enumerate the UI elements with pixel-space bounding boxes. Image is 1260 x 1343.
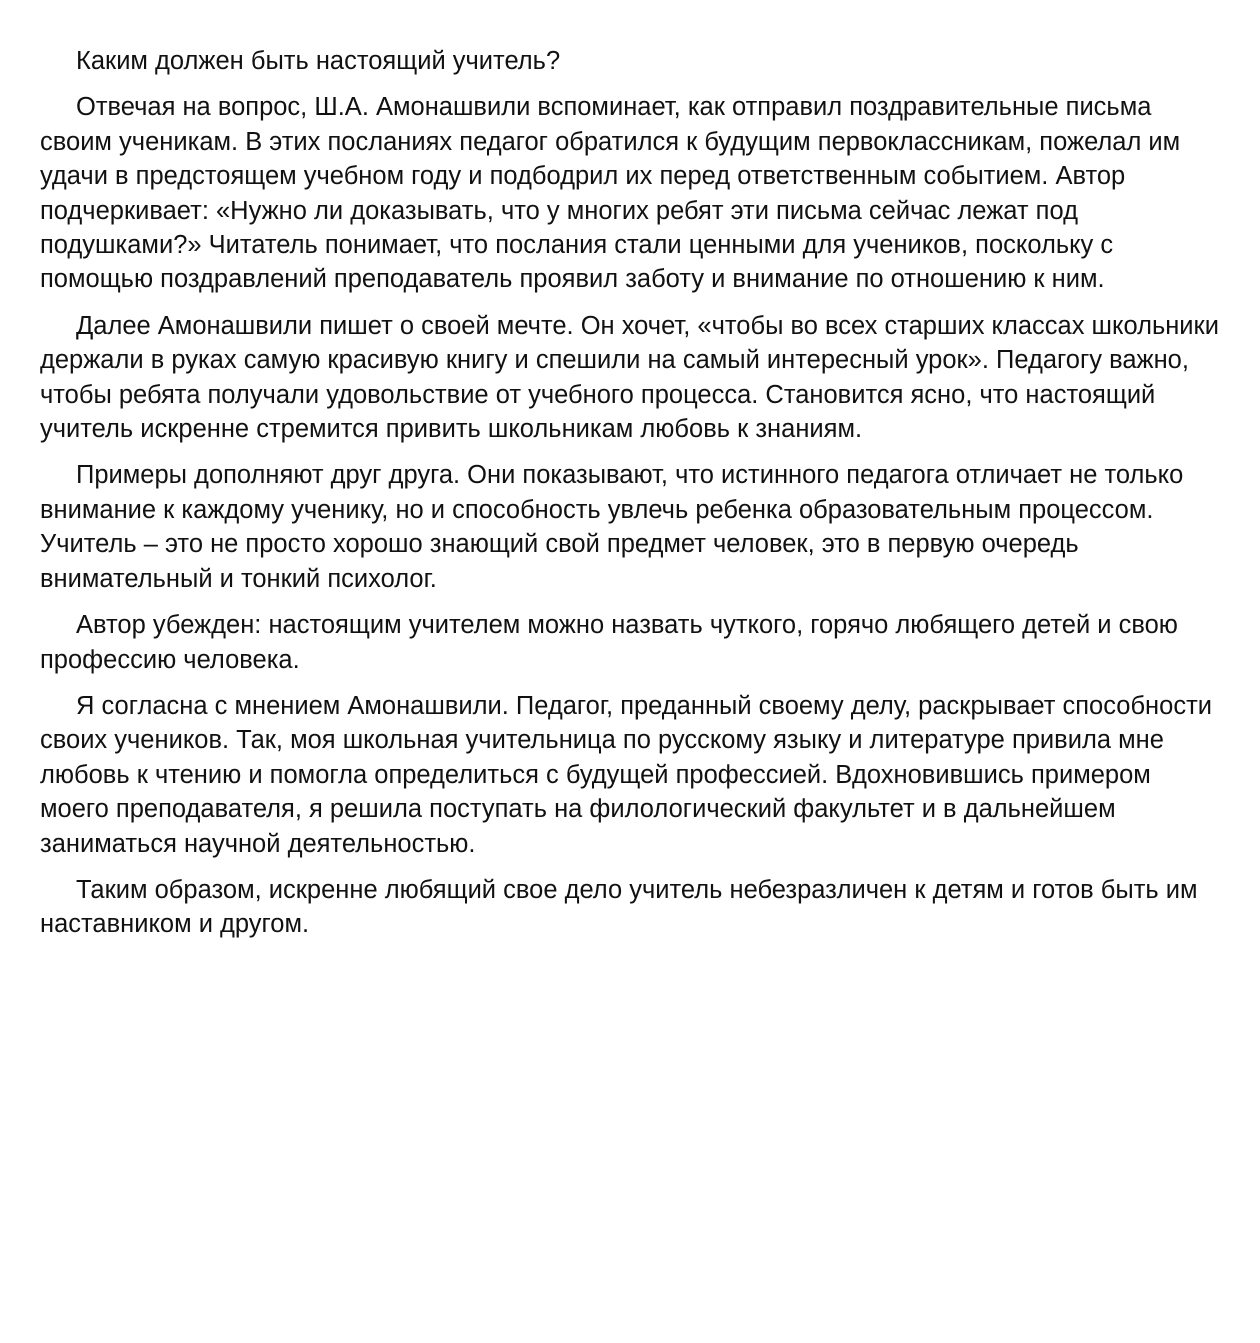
essay-paragraph: Я согласна с мнением Амонашвили. Педагог, преданный своему делу, раскрывает способности своих учеников. Так, моя школьная учительница по русскому языку и литературе привила мне любовь к чтению и помогла определиться с будущей профессией. Вдохновившись примером моего преподавателя, я решила поступать на филологический факультет и в дальнейшем заниматься научной деятельностью. (40, 691, 1212, 858)
essay-paragraph: Автор убежден: настоящим учителем можно назвать чуткого, горячо любящего детей и свою профессию человека. (40, 611, 1178, 674)
essay-body (40, 44, 1225, 954)
essay-paragraph: Примеры дополняют друг друга. Они показывают, что истинного педагога отличает не только внимание к каждому ученику, но и способность увлечь ребенка образовательным процессом. Учитель – это не просто хорошо знающий свой предмет человек, это в первую очередь внимательный и тонкий психолог. (40, 461, 1184, 593)
essay-paragraph: Далее Амонашвили пишет о своей мечте. Он хочет, «чтобы во всех старших классах школьники держали в руках самую красивую книгу и спешили на самый интересный урок». Педагогу важно, чтобы ребята получали удовольствие от учебного процесса. Становится ясно, что настоящий учитель искренне стремится привить школьникам любовь к знаниям. (40, 311, 1219, 444)
essay-conclusion: Таким образом, искренне любящий свое дело учитель небезразличен к детям и готов быть им наставником и другом. (40, 875, 1198, 939)
essay-question: Каким должен быть настоящий учитель? (76, 47, 561, 75)
essay-paragraph: Отвечая на вопрос, Ш.А. Амонашвили вспоминает, как отправил поздравительные письма своим ученикам. В этих посланиях педагог обратился к будущим первоклассникам, пожелал им удачи в предстоящем учебном году и подбодрил их перед ответственным событием. Автор подчеркивает: «Нужно ли доказывать, что у многих ребят эти письма сейчас лежат под подушками?» Читатель понимает, что послания стали ценными для учеников, поскольку с помощью поздравлений преподаватель проявил заботу и внимание по отношению к ним. (40, 93, 1181, 294)
